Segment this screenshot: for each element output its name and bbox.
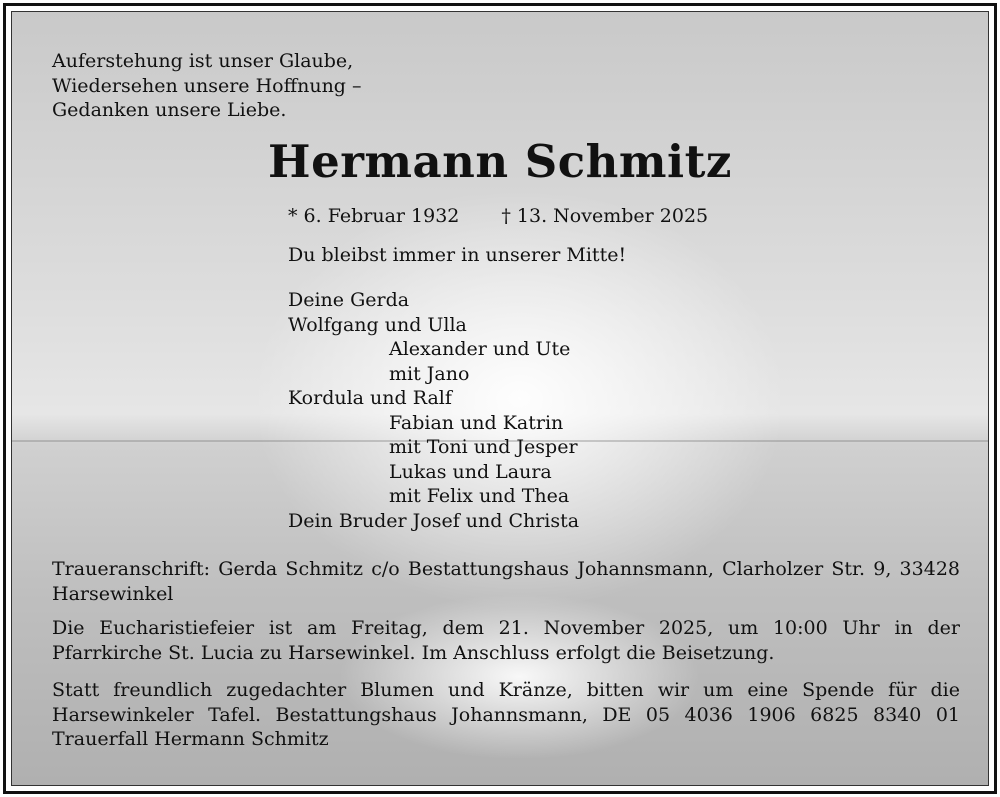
obituary-background bbox=[11, 11, 989, 786]
life-dates bbox=[288, 204, 708, 229]
family-member: Alexander und Ute bbox=[389, 338, 571, 360]
family-member: Wolfgang und Ulla bbox=[288, 313, 467, 336]
family-member: Kordula und Ralf bbox=[288, 387, 452, 409]
service-info: Die Eucharistiefeier ist am Freitag, dem 21. November 2025, um 10:00 Uhr in der Pfarrkirche St. Lucia zu Harsewinkel. Im Anschluss erfolgt die Beisetzung. bbox=[52, 617, 960, 664]
family-member: mit Toni und Jesper bbox=[389, 436, 578, 458]
family-member: mit Jano bbox=[389, 362, 470, 385]
donation-info: Statt freundlich zugedachter Blumen und Kränze, bitten wir um eine Spende für die Harsewinkeler Tafel. Bestattungshaus Johannsmann, DE 05 4036 1906 6825 8340 01 Trauerfall Hermann Schmitz bbox=[52, 679, 960, 750]
verse-line: Auferstehung ist unser Glaube, bbox=[52, 50, 354, 72]
family-member: Fabian und Katrin bbox=[389, 411, 564, 434]
mourning-address: Traueranschrift: Gerda Schmitz c/o Bestattungshaus Johannsmann, Clarholzer Str. 9, 33428 Harsewinkel bbox=[52, 558, 960, 605]
obituary-frame bbox=[3, 3, 997, 794]
family-member: Lukas und Laura bbox=[389, 460, 552, 483]
birth-date: * 6. Februar 1932 bbox=[288, 205, 460, 227]
deceased-name: Hermann Schmitz bbox=[268, 135, 732, 188]
verse bbox=[52, 49, 362, 123]
family-member: Dein Bruder Josef und Christa bbox=[288, 509, 580, 532]
verse-line: Gedanken unsere Liebe. bbox=[52, 99, 287, 121]
family-member: Deine Gerda bbox=[288, 289, 410, 311]
family-list bbox=[288, 288, 579, 533]
death-date: † 13. November 2025 bbox=[501, 205, 709, 227]
verse-line: Wiedersehen unsere Hoffnung – bbox=[52, 74, 362, 97]
motto: Du bleibst immer in unserer Mitte! bbox=[288, 244, 627, 266]
family-member: mit Felix und Thea bbox=[389, 485, 570, 507]
